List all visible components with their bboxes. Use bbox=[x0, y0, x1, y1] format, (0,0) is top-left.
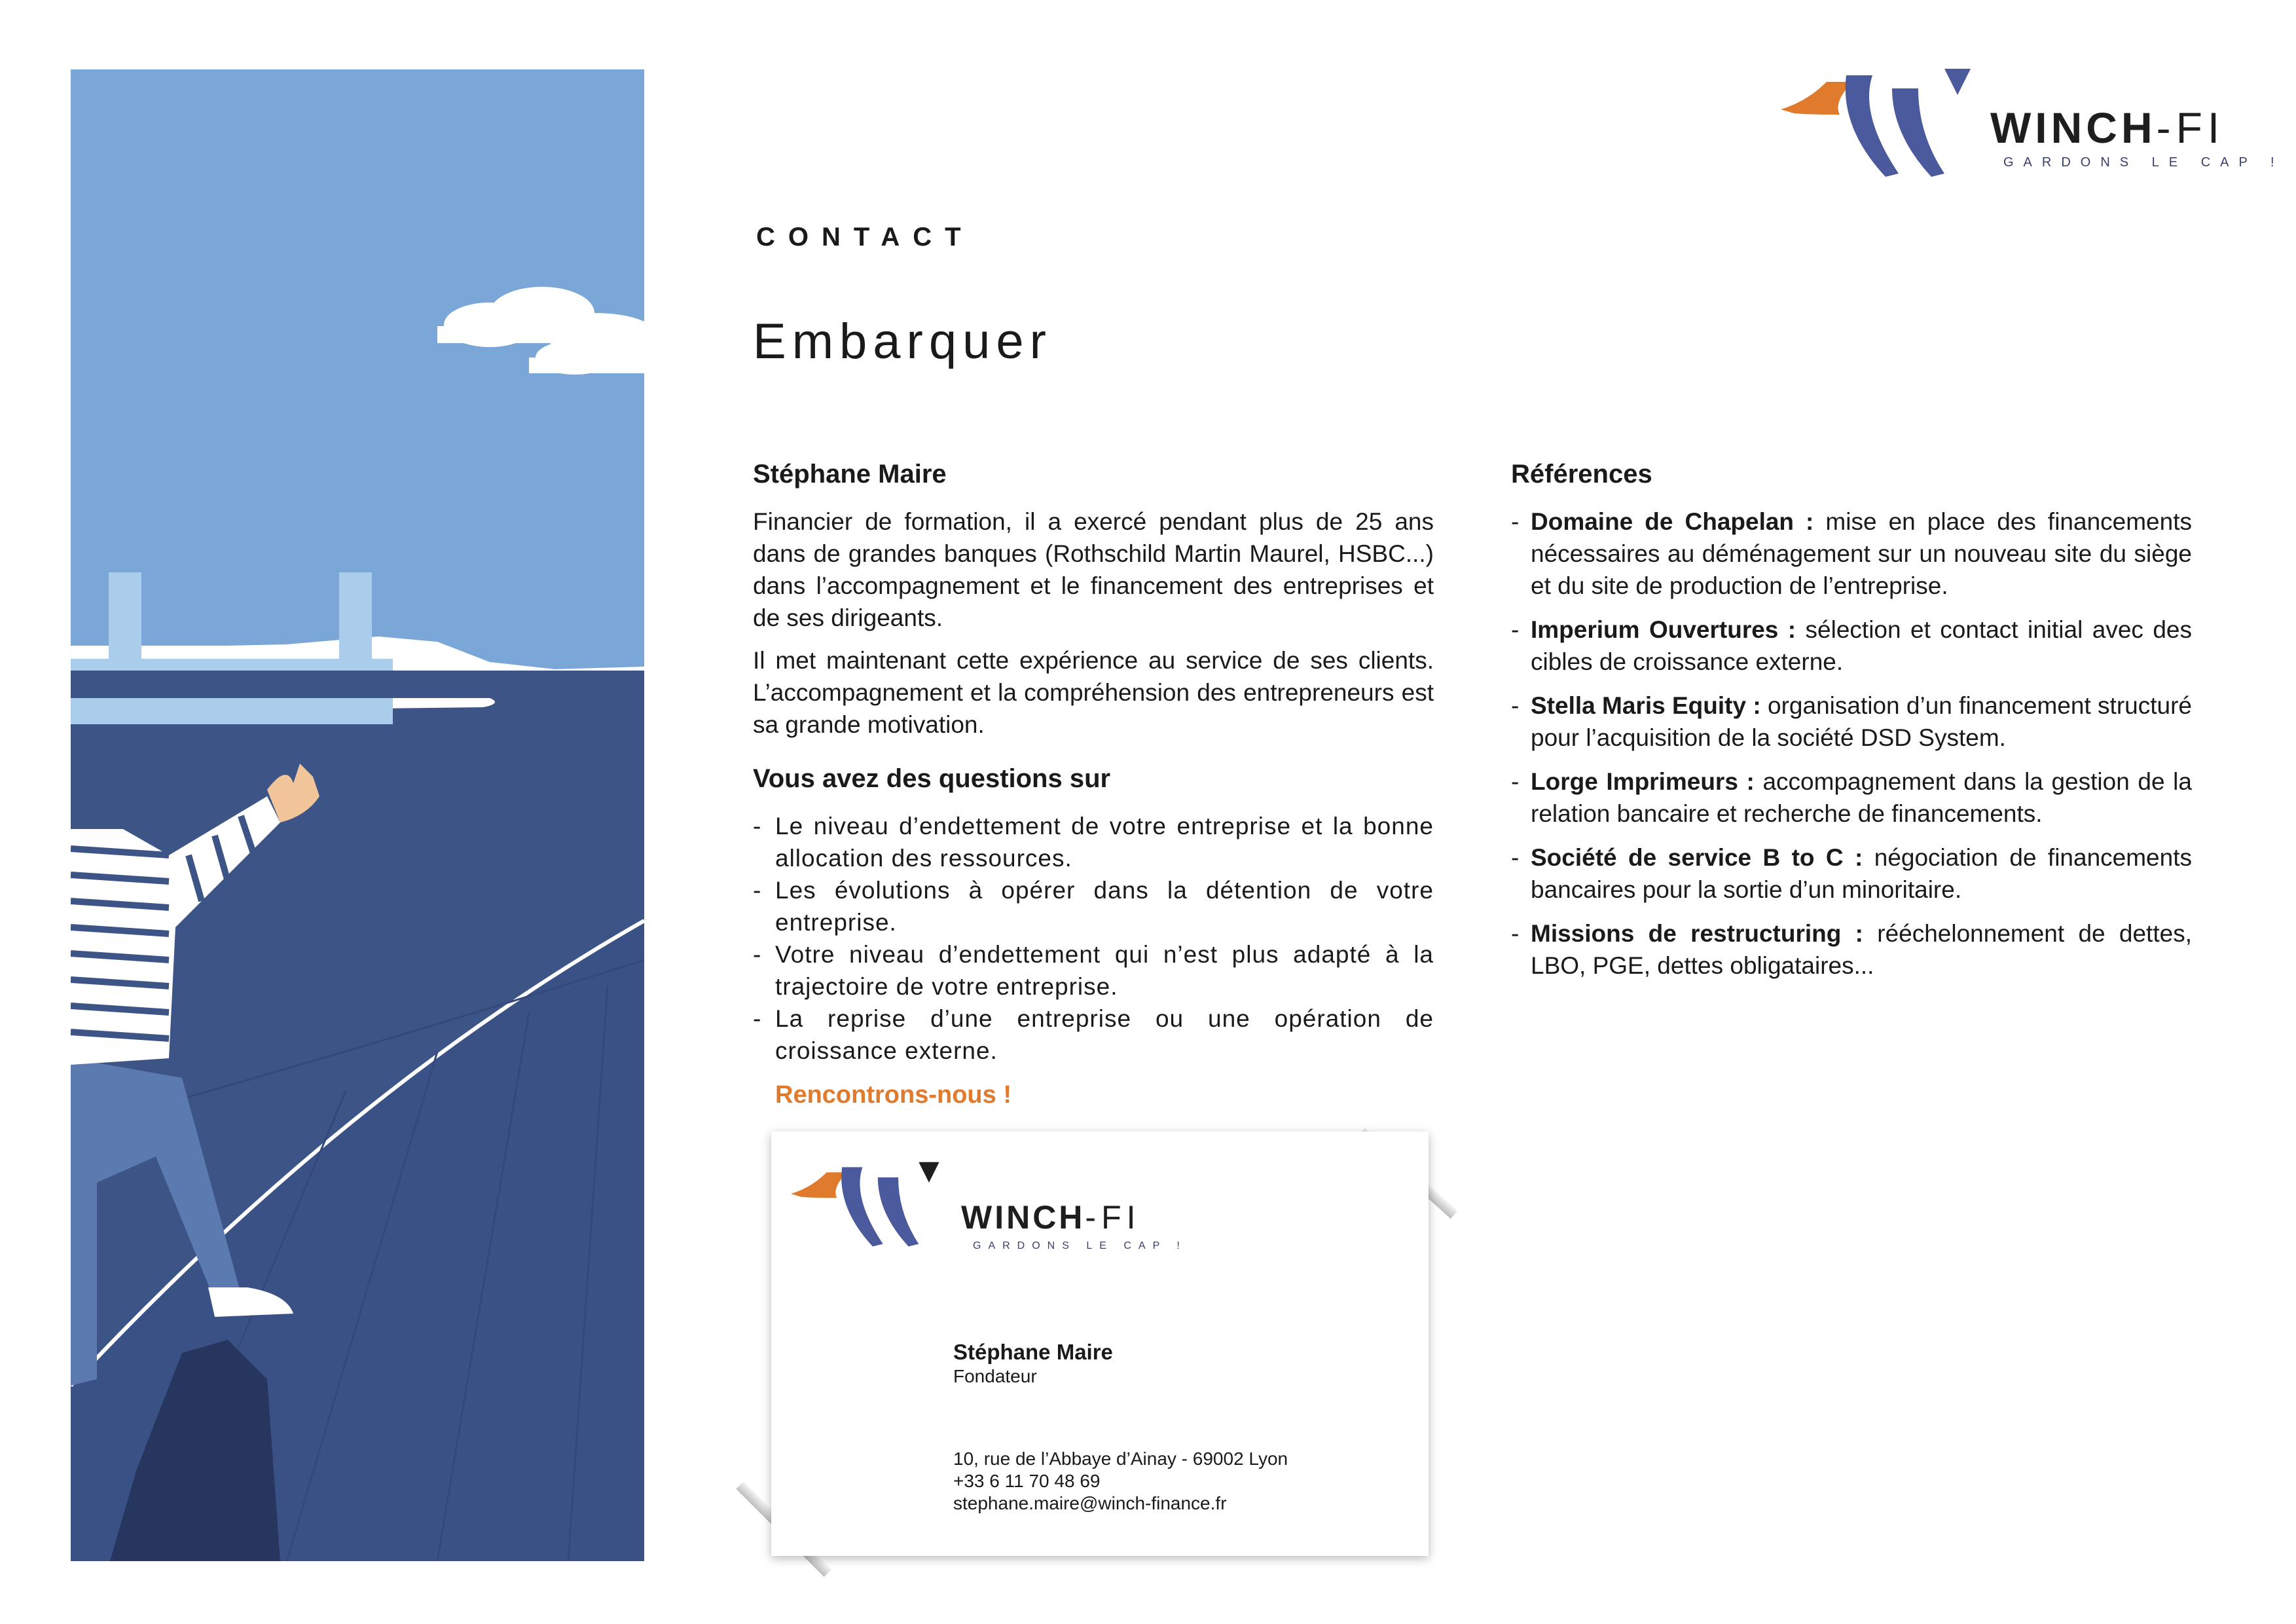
bio-paragraph: Financier de formation, il a exercé pendant plus de 25 ans dans de grandes banques (Rothschild Martin Maurel, HSBC...) dans l’accompagnement et le financement des entreprises et de ses dirigeants. bbox=[753, 508, 1434, 631]
card-logo bbox=[791, 1156, 1187, 1255]
brand-logo bbox=[1781, 62, 2284, 187]
sailor-illustration bbox=[71, 69, 644, 1561]
questions-list bbox=[753, 810, 1434, 1067]
card-role: Fondateur bbox=[953, 1366, 1037, 1386]
list-item: - Imperium Ouvertures : sélection et contact initial avec des cibles de croissance externe. bbox=[1511, 614, 2192, 678]
list-item: - Votre niveau d’endettement qui n’est plus adapté à la trajectoire de votre entreprise. bbox=[753, 938, 1434, 1003]
brand-tagline: GARDONS LE CAP ! bbox=[973, 1240, 1187, 1251]
brand-name: WINCH-FI bbox=[961, 1199, 1141, 1236]
list-item: - Lorge Imprimeurs : accompagnement dans la gestion de la relation bancaire et recherche de financements. bbox=[1511, 766, 2192, 830]
references-list bbox=[1511, 506, 2192, 982]
references-title: Références bbox=[1511, 460, 1652, 489]
card-email[interactable]: stephane.maire@winch-finance.fr bbox=[953, 1493, 1227, 1513]
reference-name: Société de service B to C : bbox=[1531, 844, 1863, 871]
reference-name: Imperium Ouvertures : bbox=[1531, 616, 1796, 643]
reference-name: Lorge Imprimeurs : bbox=[1531, 768, 1755, 795]
list-item: - Les évolutions à opérer dans la détention de votre entreprise. bbox=[753, 874, 1434, 938]
list-item: - Missions de restructuring : rééchelonnement de dettes, LBO, PGE, dettes obligataires... bbox=[1511, 917, 2192, 982]
winch-logo-icon bbox=[1781, 62, 1990, 187]
winch-logo-icon bbox=[791, 1156, 955, 1255]
reference-name: Domaine de Chapelan : bbox=[1531, 508, 1814, 535]
cta-link[interactable]: Rencontrons-nous ! bbox=[775, 1081, 1011, 1109]
business-card bbox=[771, 1132, 1429, 1556]
card-name: Stéphane Maire bbox=[953, 1340, 1113, 1364]
reference-name: Stella Maris Equity : bbox=[1531, 692, 1761, 719]
list-item: - Le niveau d’endettement de votre entreprise et la bonne allocation des ressources. bbox=[753, 810, 1434, 874]
bio-paragraph: Il met maintenant cette expérience au service de ses clients. L’accompagnement et la compréhension des entrepreneurs est sa grande motivation. bbox=[753, 647, 1434, 738]
card-address: 10, rue de l’Abbaye d’Ainay - 69002 Lyon bbox=[953, 1449, 1288, 1469]
reference-name: Missions de restructuring : bbox=[1531, 920, 1863, 947]
page-title: Embarquer bbox=[753, 314, 1052, 369]
brand-tagline: GARDONS LE CAP ! bbox=[2003, 155, 2284, 170]
card-phone[interactable]: +33 6 11 70 48 69 bbox=[953, 1471, 1101, 1491]
profile-column bbox=[753, 458, 1434, 1109]
questions-title: Vous avez des questions sur bbox=[753, 764, 1111, 793]
section-label: CONTACT bbox=[756, 223, 974, 251]
references-column bbox=[1511, 458, 2192, 993]
person-name: Stéphane Maire bbox=[753, 460, 947, 489]
brand-name: WINCH-FI bbox=[1990, 103, 2225, 152]
list-item: - Stella Maris Equity : organisation d’un financement structuré pour l’acquisition de la société DSD System. bbox=[1511, 690, 2192, 754]
list-item: - Société de service B to C : négociation de financements bancaires pour la sortie d’un minoritaire. bbox=[1511, 841, 2192, 906]
list-item: - La reprise d’une entreprise ou une opération de croissance externe. bbox=[753, 1003, 1434, 1067]
illustration-panel bbox=[71, 69, 644, 1561]
list-item: - Domaine de Chapelan : mise en place des financements nécessaires au déménagement sur un nouveau site du siège et du site de production de l’entreprise. bbox=[1511, 506, 2192, 602]
